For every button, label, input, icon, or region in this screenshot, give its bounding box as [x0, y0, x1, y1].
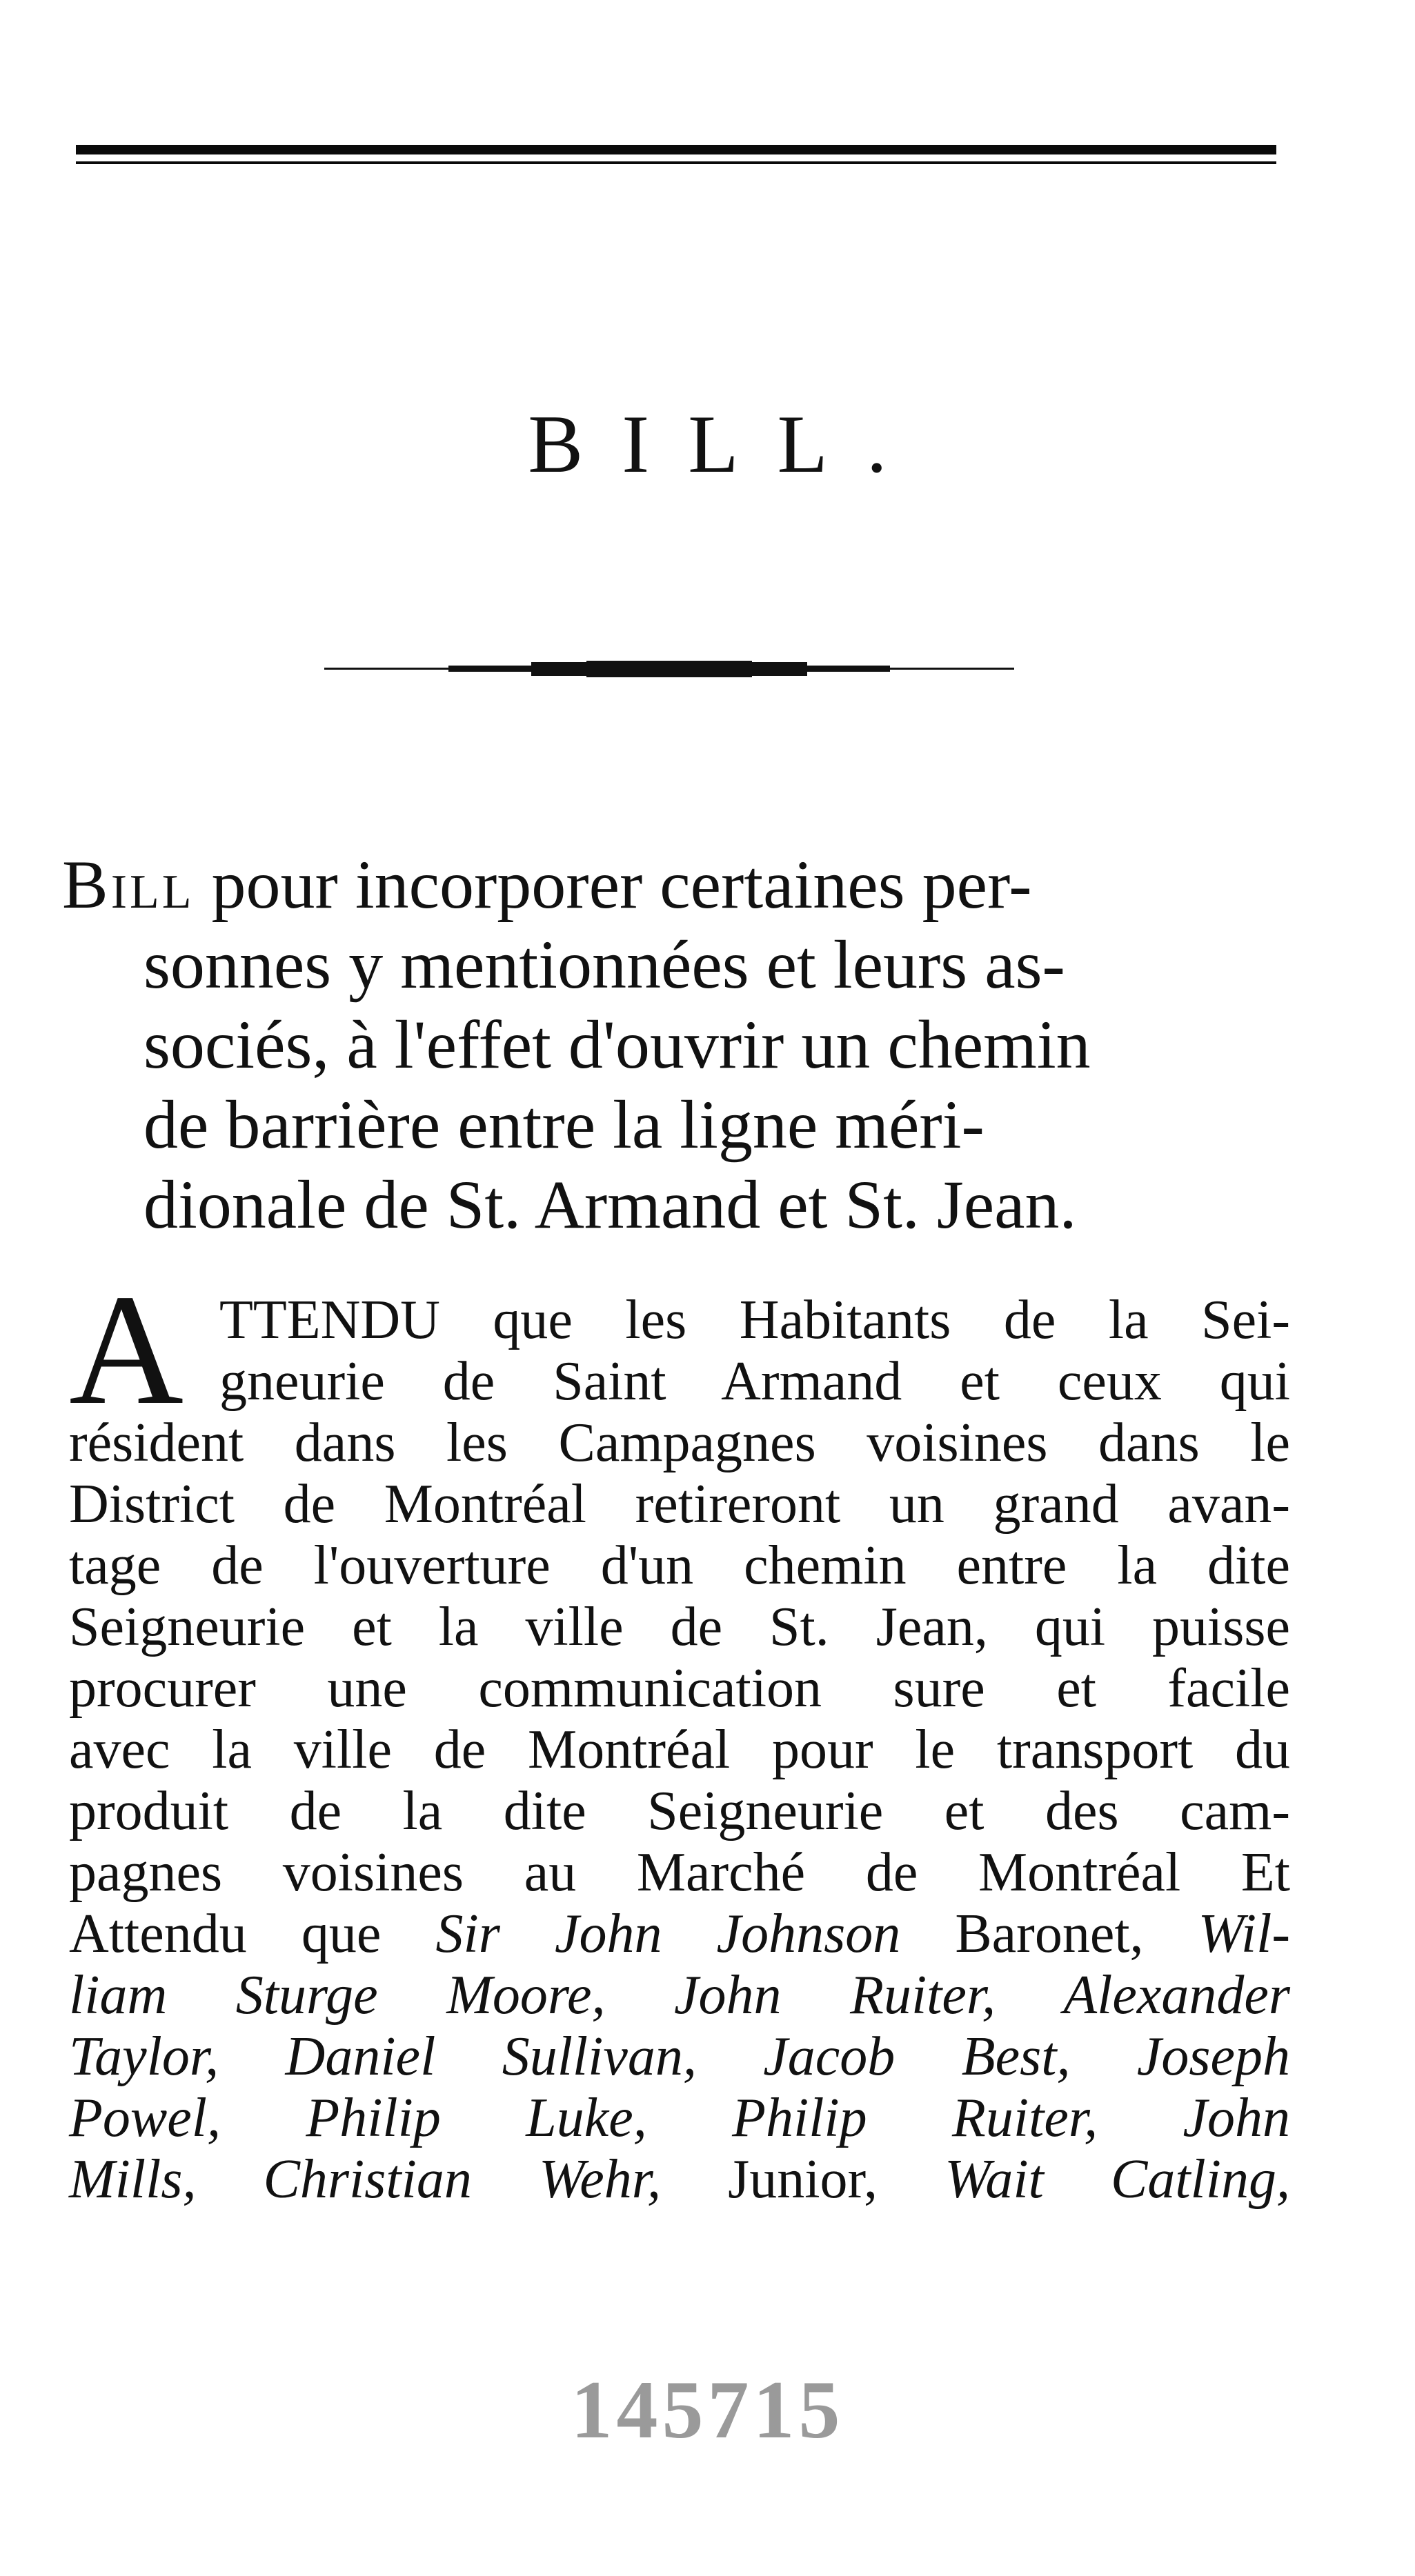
body-line: District de Montréal retireront un grand avan-	[69, 1474, 1290, 1535]
body-line: tage de l'ouverture d'un chemin entre la dite	[69, 1535, 1290, 1596]
bill-word: Bill	[62, 846, 195, 923]
body-line: pagnes voisines au Marché de Montréal Et	[69, 1842, 1290, 1903]
body-line: Attendu que Sir John Johnson Baronet, Wil-	[69, 1904, 1290, 1964]
body-line-names: Taylor, Daniel Sullivan, Jacob Best, Joseph	[69, 2026, 1290, 2087]
person-name: Wait Catling,	[944, 2149, 1290, 2210]
body-line: Mills, Christian Wehr, Junior, Wait Catling,	[69, 2149, 1290, 2210]
drop-cap: A	[69, 1261, 184, 1437]
bill-title-line: dionale de St. Armand et St. Jean.	[144, 1166, 1077, 1243]
bill-title-line: sociés, à l'effet d'ouvrir un chemin	[144, 1006, 1091, 1083]
person-name: Wil-	[1198, 1904, 1290, 1964]
bill-title-line: de barrière entre la ligne méri-	[144, 1086, 984, 1163]
body-line: procurer une communication sure et facile	[69, 1658, 1290, 1719]
body-line: TTENDU que les Habitants de la Sei-	[219, 1290, 1290, 1350]
body-line: résident dans les Campagnes voisines dans le	[69, 1412, 1290, 1473]
preamble-paragraph	[69, 1261, 1290, 2210]
bill-title	[62, 845, 1290, 1245]
catalogue-stamp: 145715	[571, 2364, 844, 2455]
body-line: produit de la dite Seigneurie et des cam-	[69, 1781, 1290, 1841]
body-line-names: liam Sturge Moore, John Ruiter, Alexander	[69, 1965, 1290, 2026]
person-name: Sir John Johnson	[435, 1904, 901, 1964]
person-name: Mills, Christian Wehr,	[69, 2149, 662, 2210]
body-line: avec la ville de Montréal pour le transport du	[69, 1719, 1290, 1780]
body-line: Seigneurie et la ville de St. Jean, qui puisse	[69, 1597, 1290, 1657]
top-rule-thin	[76, 161, 1276, 164]
page-title: BILL.	[528, 398, 926, 490]
bill-title-line: Bill pour incorporer certaines per-	[62, 846, 1032, 923]
body-line-names: Powel, Philip Luke, Philip Ruiter, John	[69, 2088, 1290, 2148]
ornamental-rule	[324, 661, 1014, 677]
body-line: gneurie de Saint Armand et ceux qui	[219, 1351, 1290, 1412]
bill-title-line: sonnes y mentionnées et leurs as-	[144, 926, 1065, 1003]
top-rule-thick	[76, 145, 1276, 154]
